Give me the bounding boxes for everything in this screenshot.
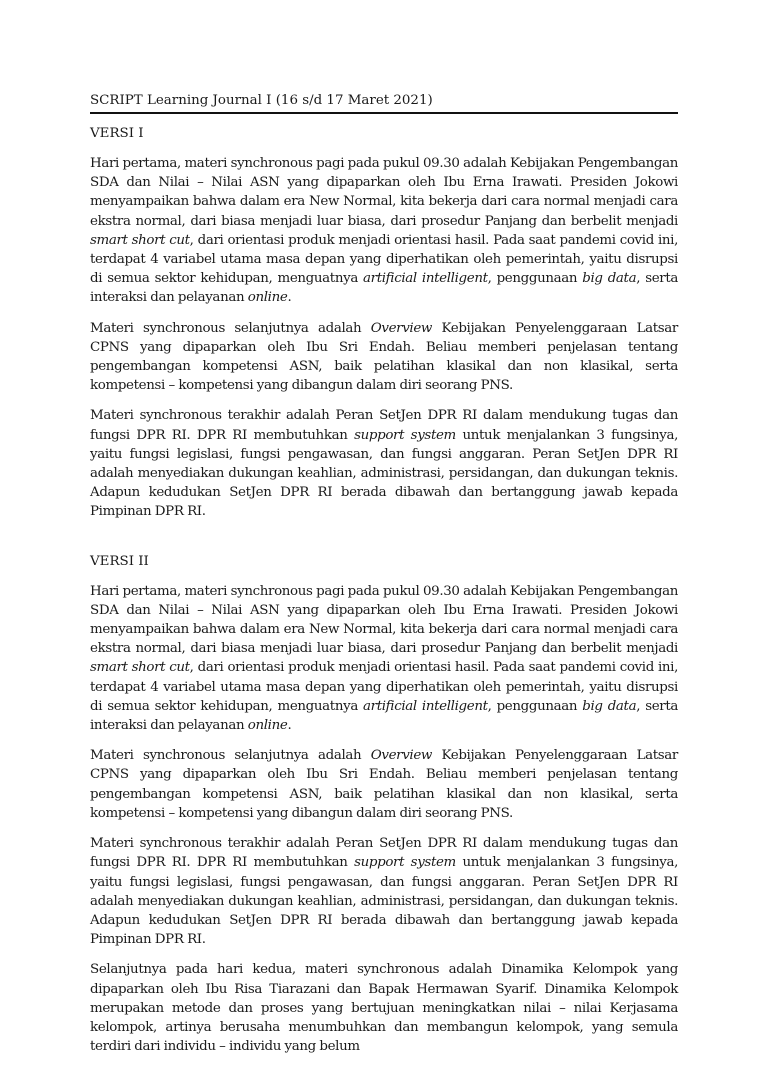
document-title: SCRIPT Learning Journal I (16 s/d 17 Maret 2021) xyxy=(90,92,678,114)
version-1-heading: VERSI I xyxy=(90,126,144,141)
version-1-paragraph-3: Materi synchronous terakhir adalah Peran SetJen DPR RI dalam mendukung tugas dan fungsi DPR RI. DPR RI membutuhkan support system untuk menjalankan 3 fungsinya, yaitu fungsi legislasi, fungsi pengawasan, dan fungsi anggaran. Peran SetJen DPR RI adalah menyediakan dukungan keahlian, administrasi, persidangan, dan dukungan teknis. Adapun kedudukan SetJen DPR RI berada dibawah dan bertanggung jawab kepada Pimpinan DPR RI. xyxy=(90,408,678,520)
version-1-paragraph-1: Hari pertama, materi synchronous pagi pada pukul 09.30 adalah Kebijakan Pengembangan SDA dan Nilai – Nilai ASN yang dipaparkan oleh Ibu Erna Irawati. Presiden Jokowi menyampaikan bahwa dalam era New Normal, kita bekerja dari cara normal menjadi cara ekstra normal, dari biasa menjadi luar biasa, dari prosedur Panjang dan berbelit menjadi smart short cut, dari orientasi produk menjadi orientasi hasil. Pada saat pandemi covid ini, terdapat 4 variabel utama masa depan yang diperhatikan oleh pemerintah, yaitu disrupsi di semua sektor kehidupan, menguatnya artificial intelligent, penggunaan big data, serta interaksi dan pelayanan online. xyxy=(90,156,679,306)
document-page xyxy=(90,92,678,1067)
version-2-paragraph-4: Selanjutnya pada hari kedua, materi synchronous adalah Dinamika Kelompok yang dipaparkan oleh Ibu Risa Tiarazani dan Bapak Hermawan Syarif. Dinamika Kelompok merupakan metode dan proses yang bertujuan meningkatkan nilai – nilai Kerjasama kelompok, artinya berusaha menumbuhkan dan membangun kelompok, yang semula terdiri dari individu – individu yang belum xyxy=(90,962,678,1055)
version-1-paragraph-2: Materi synchronous selanjutnya adalah Overview Kebijakan Penyelenggaraan Latsar CPNS yang dipaparkan oleh Ibu Sri Endah. Beliau memberi penjelasan tentang pengembangan kompetensi ASN, baik pelatihan klasikal dan non klasikal, serta kompetensi – kompetensi yang dibangun dalam diri seorang PNS. xyxy=(90,320,678,394)
version-2-paragraph-3: Materi synchronous terakhir adalah Peran SetJen DPR RI dalam mendukung tugas dan fungsi DPR RI. DPR RI membutuhkan support system untuk menjalankan 3 fungsinya, yaitu fungsi legislasi, fungsi pengawasan, dan fungsi anggaran. Peran SetJen DPR RI adalah menyediakan dukungan keahlian, administrasi, persidangan, dan dukungan teknis. Adapun kedudukan SetJen DPR RI berada dibawah dan bertanggung jawab kepada Pimpinan DPR RI. xyxy=(90,836,678,948)
version-2-paragraph-2: Materi synchronous selanjutnya adalah Overview Kebijakan Penyelenggaraan Latsar CPNS yang dipaparkan oleh Ibu Sri Endah. Beliau memberi penjelasan tentang pengembangan kompetensi ASN, baik pelatihan klasikal dan non klasikal, serta kompetensi – kompetensi yang dibangun dalam diri seorang PNS. xyxy=(90,748,678,821)
version-2-paragraph-1: Hari pertama, materi synchronous pagi pada pukul 09.30 adalah Kebijakan Pengembangan SDA dan Nilai – Nilai ASN yang dipaparkan oleh Ibu Erna Irawati. Presiden Jokowi menyampaikan bahwa dalam era New Normal, kita bekerja dari cara normal menjadi cara ekstra normal, dari biasa menjadi luar biasa, dari prosedur Panjang dan berbelit menjadi smart short cut, dari orientasi produk menjadi orientasi hasil. Pada saat pandemi covid ini, terdapat 4 variabel utama masa depan yang diperhatikan oleh pemerintah, yaitu disrupsi di semua sektor kehidupan, menguatnya artificial intelligent, penggunaan big data, serta interaksi dan pelayanan online. xyxy=(90,583,679,734)
version-2-heading: VERSI II xyxy=(90,553,149,569)
